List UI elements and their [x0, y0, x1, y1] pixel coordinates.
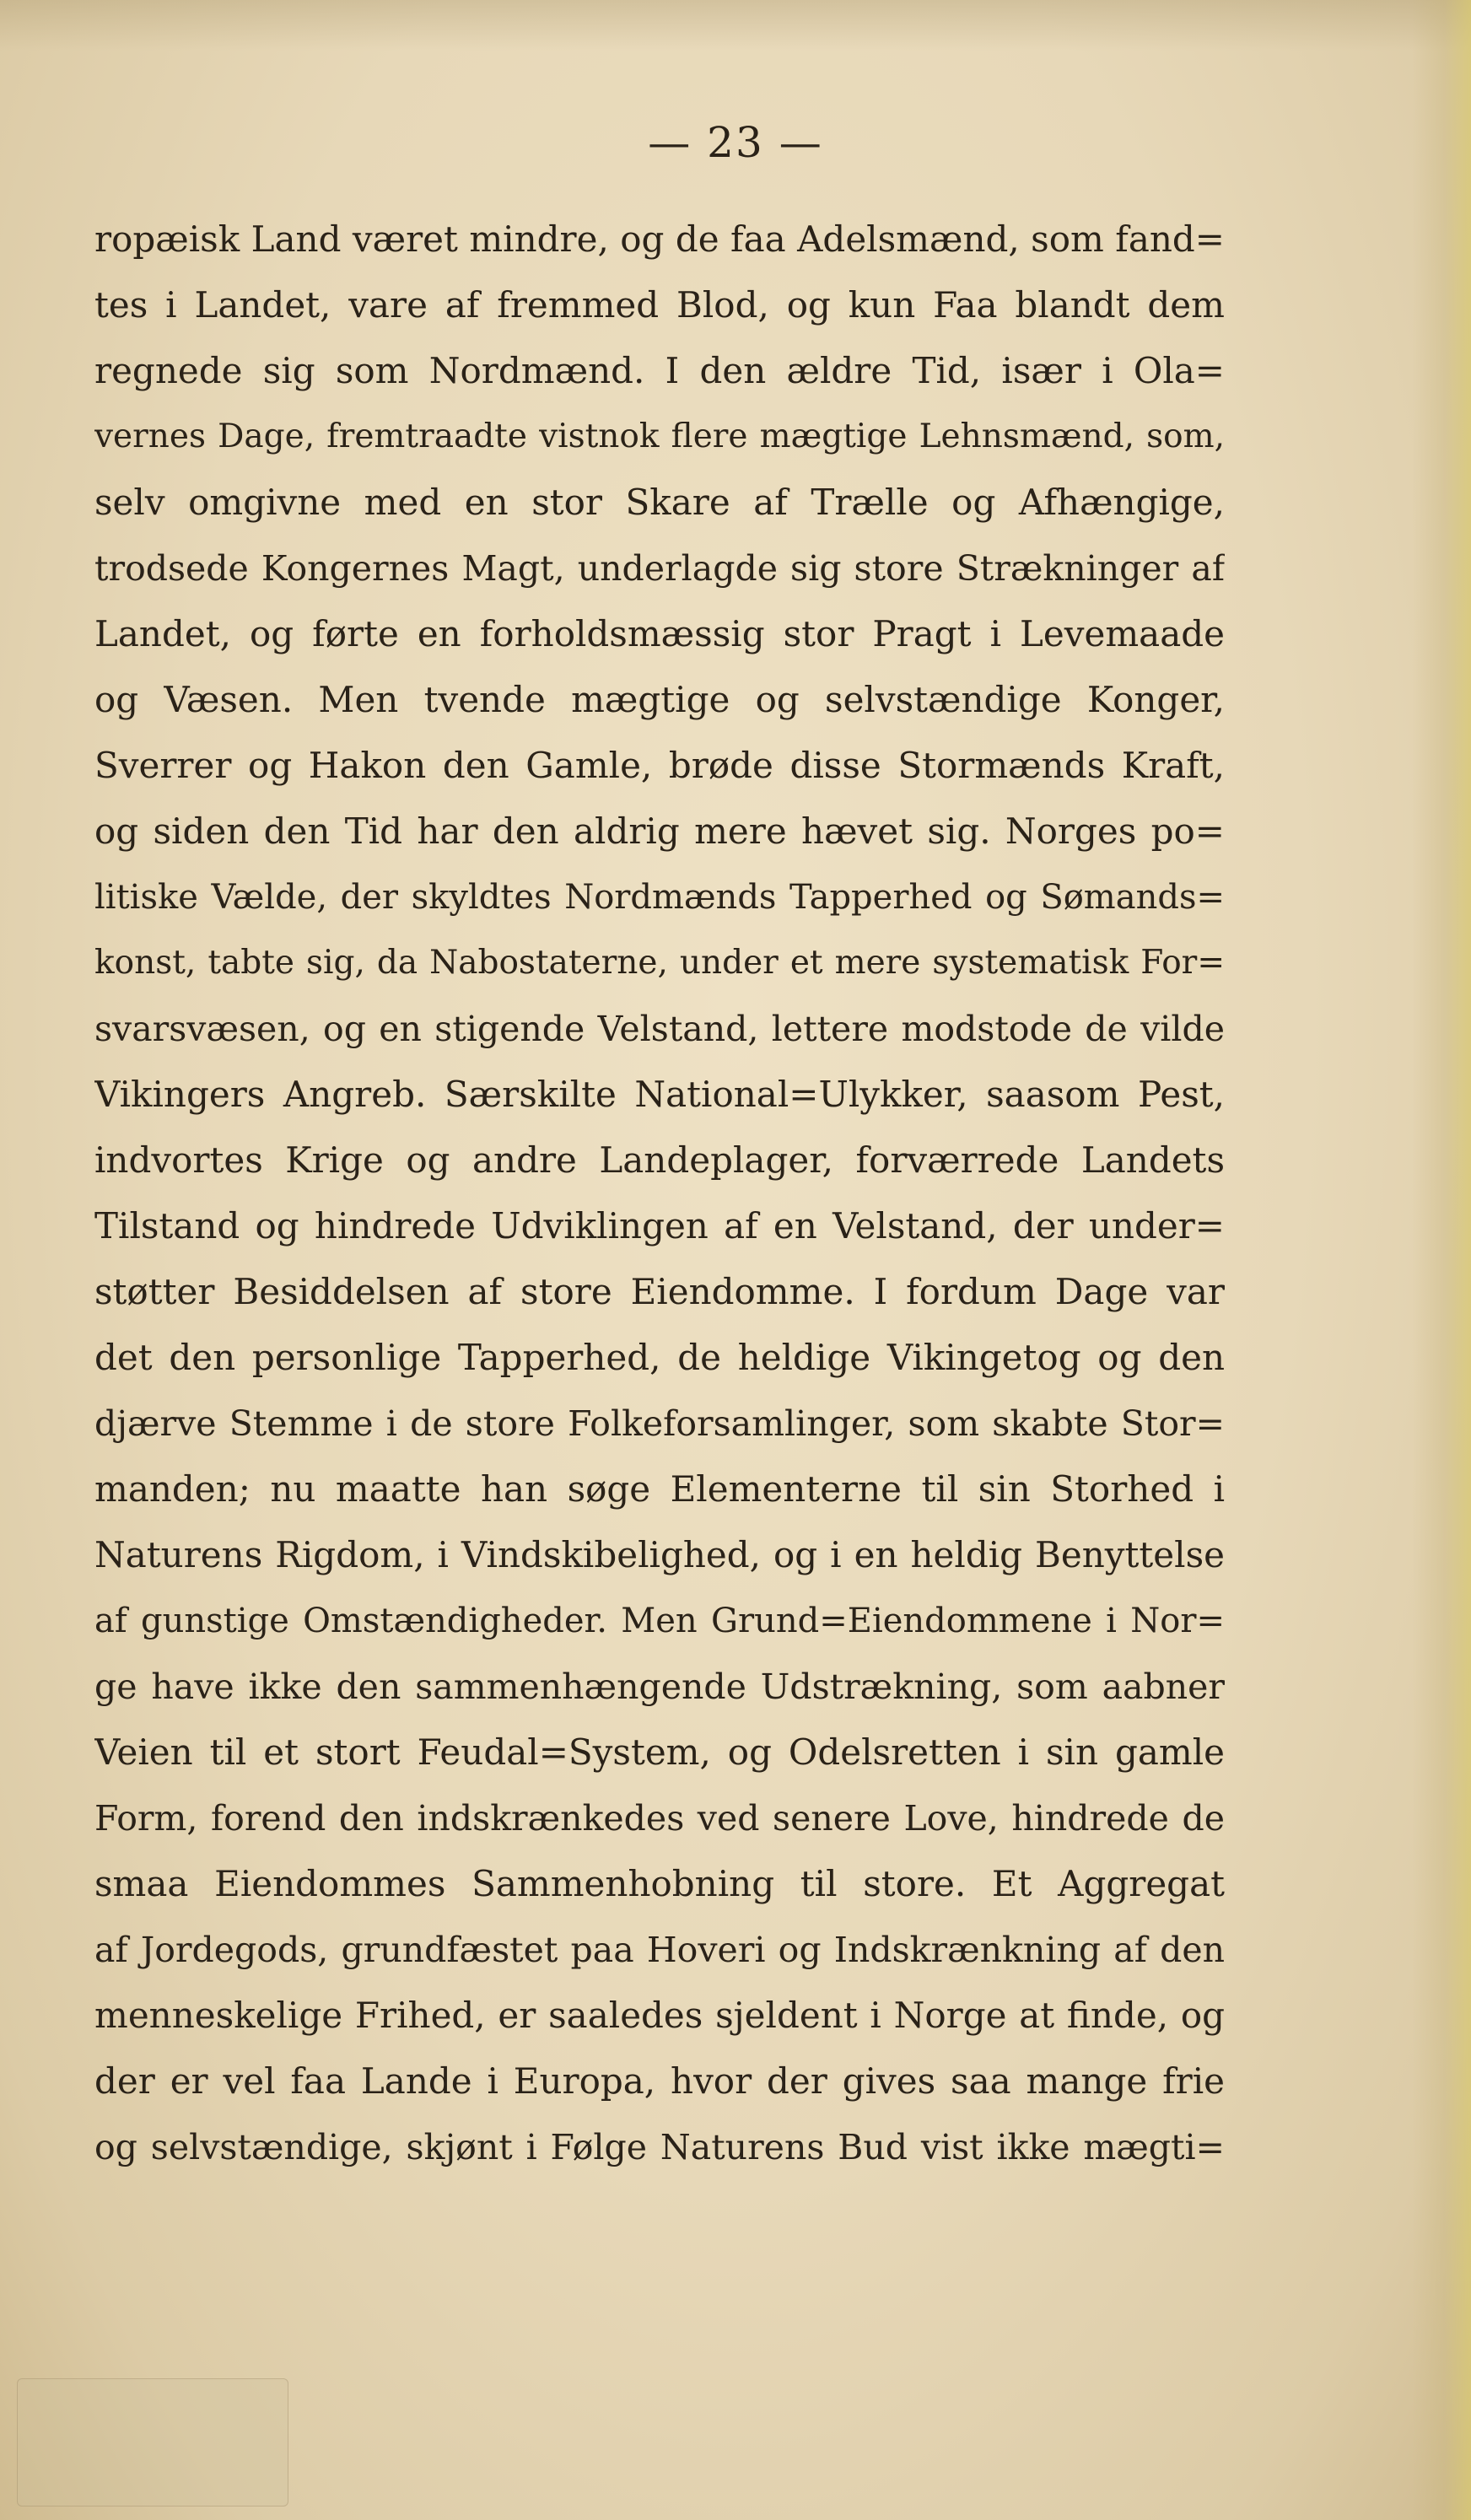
- text-line: djærve Stemme i de store Folkeforsamlinger, som skabte Stor=: [94, 1403, 1225, 1444]
- text-line: tes i Landet, vare af fremmed Blod, og kun Faa blandt dem: [94, 284, 1225, 326]
- text-line: manden; nu maatte han søge Elementerne til sin Storhed i: [94, 1468, 1225, 1510]
- text-line: Sverrer og Hakon den Gamle, brøde disse Stormænds Kraft,: [94, 745, 1225, 786]
- text-line: indvortes Krige og andre Landeplager, forværrede Landets: [94, 1139, 1225, 1181]
- text-line: selv omgivne med en stor Skare af Trælle og Afhængige,: [94, 482, 1225, 523]
- text-line: svarsvæsen, og en stigende Velstand, lettere modstode de vilde: [94, 1009, 1225, 1049]
- page-top-shadow: [0, 0, 1471, 51]
- text-line: og selvstændige, skjønt i Følge Naturens Bud vist ikke mægti=: [94, 2127, 1225, 2167]
- text-line: menneskelige Frihed, er saaledes sjeldent i Norge at finde, og: [94, 1995, 1225, 2036]
- text-line: støtter Besiddelsen af store Eiendomme. I fordum Dage var: [94, 1271, 1225, 1312]
- text-line: vernes Dage, fremtraadte vistnok flere mægtige Lehnsmænd, som,: [94, 417, 1225, 455]
- text-line: der er vel faa Lande i Europa, hvor der gives saa mange frie: [94, 2060, 1225, 2102]
- text-line: trodsede Kongernes Magt, underlagde sig store Strækninger af: [94, 548, 1225, 589]
- text-line: af gunstige Omstændigheder. Men Grund=Eiendommene i Nor=: [94, 1602, 1225, 1640]
- text-line: og siden den Tid har den aldrig mere hævet sig. Norges po=: [94, 810, 1225, 852]
- text-line: af Jordegods, grundfæstet paa Hoveri og Indskrænkning af den: [94, 1930, 1225, 1970]
- text-line: regnede sig som Nordmænd. I den ældre Tid, især i Ola=: [94, 350, 1225, 391]
- text-line: ge have ikke den sammenhængende Udstrækning, som aabner: [94, 1667, 1225, 1707]
- text-line: konst, tabte sig, da Nabostaterne, under et mere systematisk For=: [94, 944, 1225, 982]
- text-line: Veien til et stort Feudal=System, og Odelsretten i sin gamle: [94, 1731, 1225, 1773]
- text-line: smaa Eiendommes Sammenhobning til store. Et Aggregat: [94, 1863, 1225, 1904]
- paper-stain: [17, 2378, 288, 2507]
- text-line: Vikingers Angreb. Særskilte National=Ulykker, saasom Pest,: [94, 1074, 1225, 1115]
- text-line: ropæisk Land været mindre, og de faa Adelsmænd, som fand=: [94, 218, 1225, 260]
- text-line: Form, forend den indskrænkedes ved senere Love, hindrede de: [94, 1798, 1225, 1839]
- text-line: litiske Vælde, der skyldtes Nordmænds Tapperhed og Sømands=: [94, 878, 1225, 917]
- page-number: — 23 —: [648, 118, 823, 167]
- text-line: det den personlige Tapperhed, de heldige Vikingetog og den: [94, 1337, 1225, 1378]
- text-line: Naturens Rigdom, i Vindskibelighed, og i en heldig Benyttelse: [94, 1534, 1225, 1575]
- page-right-edge: [1412, 0, 1471, 2520]
- text-line: Landet, og førte en forholdsmæssig stor Pragt i Levemaade: [94, 613, 1225, 654]
- body-text: [94, 207, 1225, 2180]
- text-line: Tilstand og hindrede Udviklingen af en Velstand, der under=: [94, 1205, 1225, 1247]
- text-line: og Væsen. Men tvende mægtige og selvstændige Konger,: [94, 679, 1225, 720]
